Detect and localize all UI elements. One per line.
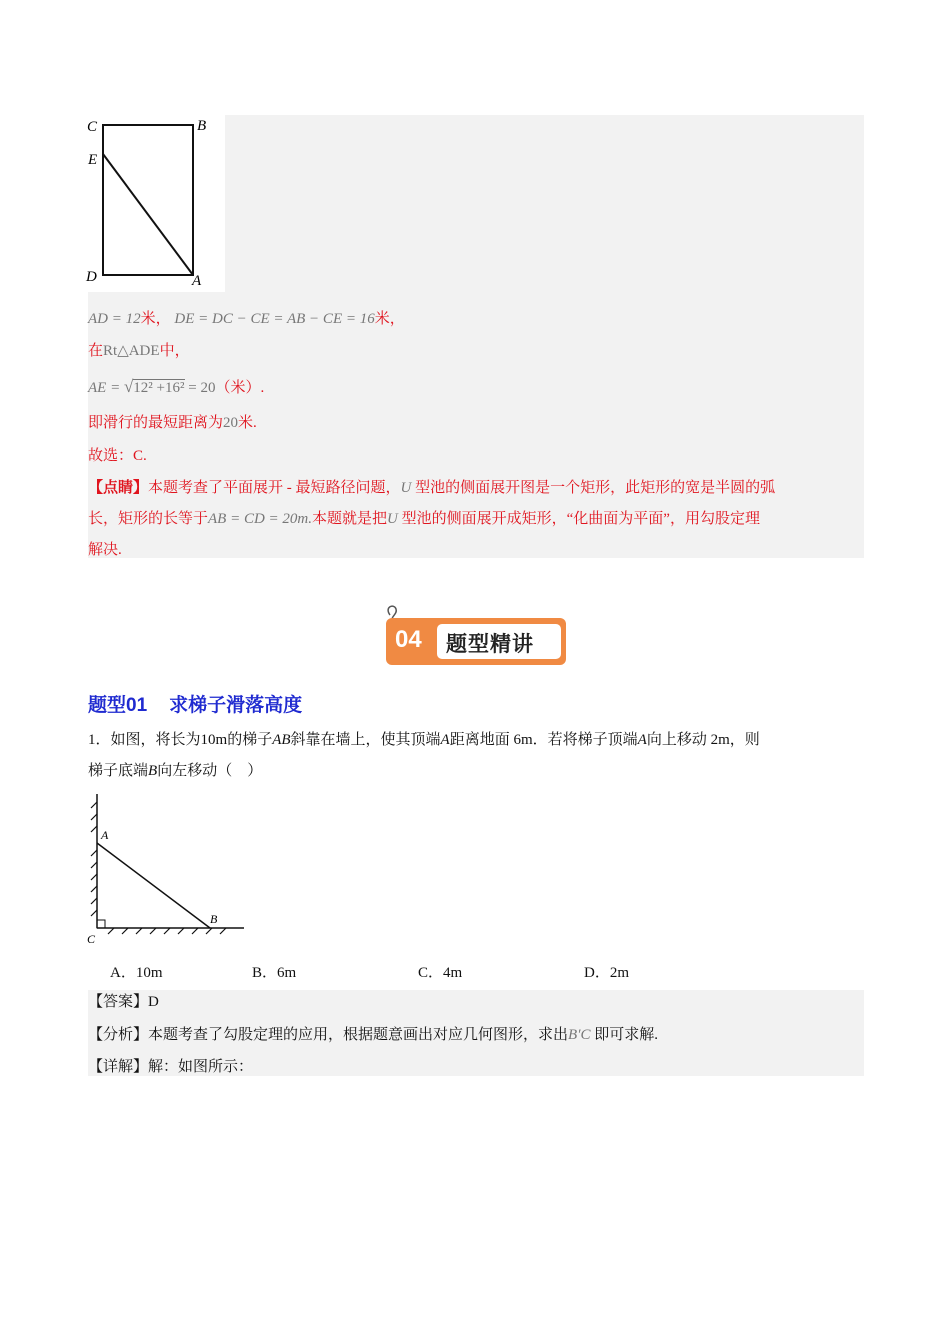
analysis-line: 【分析】本题考查了勾股定理的应用，根据题意画出对应几何图形，求出B′C 即可求解. xyxy=(88,1027,658,1043)
note-line-2: 长，矩形的长等于AB = CD = 20m.本题就是把U 型池的侧面展开成矩形，“化曲面为平面”，用勾股定理 xyxy=(88,511,760,527)
question-line-2: 梯子底端B向左移动（ ） xyxy=(88,763,263,779)
label-e: E xyxy=(88,152,98,168)
option-c[interactable]: C．4m xyxy=(418,965,463,981)
ladder-label-b: B xyxy=(210,912,218,926)
ladder-label-a: A xyxy=(101,828,109,842)
detail-line: 【详解】解：如图所示： xyxy=(88,1059,254,1075)
equation-ad-de: AD = 12米， DE = DC − CE = AB − CE = 16米， xyxy=(88,311,405,327)
heading-text: 求梯子滑落高度 xyxy=(169,695,303,716)
label-a: A xyxy=(192,273,202,289)
question-line-1: 1．如图，将长为10m的梯子AB斜靠在墙上，使其顶端A距离地面 6m．若将梯子顶端A向上移动 2m，则 xyxy=(88,732,760,748)
triangle-statement: 在Rt△ADE中， xyxy=(88,343,190,359)
rectangle-diagram xyxy=(84,112,224,292)
badge-title: 题型精讲 xyxy=(446,633,534,656)
label-b: B xyxy=(197,118,207,134)
badge-number: 04 xyxy=(395,626,422,653)
note-line-3: 解决. xyxy=(88,542,122,558)
section-heading xyxy=(88,690,302,717)
choice-line: 故选：C. xyxy=(88,448,147,464)
equation-ae: AE = √12² +16² = 20（米）. xyxy=(88,377,265,396)
rectangle-figure xyxy=(84,112,224,292)
ladder-figure xyxy=(84,790,254,950)
ladder-diagram xyxy=(84,790,254,950)
option-d[interactable]: D．2m xyxy=(584,965,630,981)
option-b[interactable]: B．6m xyxy=(252,965,297,981)
section-badge xyxy=(380,603,570,669)
solution-background xyxy=(225,115,864,292)
shortest-distance: 即滑行的最短距离为20米. xyxy=(88,415,257,431)
option-a[interactable]: A．10m xyxy=(110,965,163,981)
heading-label: 题型01 xyxy=(88,695,148,716)
ladder-label-c: C xyxy=(87,932,96,946)
answer-line: 【答案】D xyxy=(88,994,159,1010)
label-d: D xyxy=(86,269,97,285)
note-line-1: 【点睛】本题考查了平面展开 - 最短路径问题，U 型池的侧面展开图是一个矩形，此矩形的宽是半圆的弧 xyxy=(88,480,776,496)
label-c: C xyxy=(87,119,98,135)
